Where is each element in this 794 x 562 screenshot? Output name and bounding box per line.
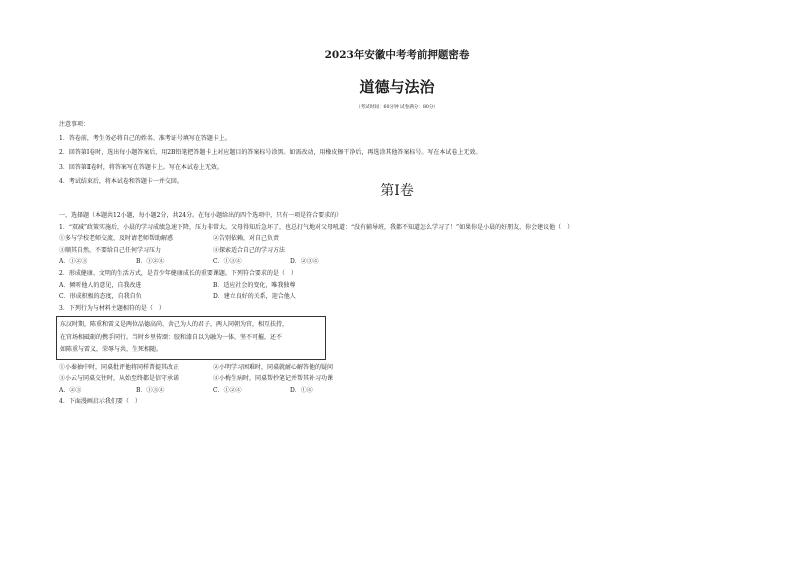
option-row [59, 245, 749, 257]
answer-option: C．形成积极的态度，自我自负 [59, 293, 142, 301]
note-item: 3．回答第Ⅱ卷时，将答案写在答题卡上。写在本试卷上无效。 [59, 163, 223, 171]
question-stem: 1．“双减”政策实施后，小晨的学习成绩急速下降，压力非常大。父母得知后急坏了，也总打气地对父母吼道：“没有辅导班，我都不知道怎么学习了！”如果你是小晨的好朋友，你会建议他（ ） [59, 223, 574, 231]
material-line: 东汉时期，陈重和雷义是两位品德高尚、舍己为人的君子，两人同朝为官，相互扶持， [60, 321, 289, 329]
answer-option: B．①③④ [136, 386, 165, 394]
questions-body [59, 210, 749, 408]
option-row [59, 233, 749, 245]
answer-option: A．②③ [59, 386, 82, 394]
statement-option: ③小云与同桌交往时，从始至终都是信守承诺 [59, 375, 180, 383]
option-row [59, 362, 749, 374]
statement-option: ②告别依赖，对自己负责 [213, 235, 280, 243]
subject-title: 道德与法治 [359, 78, 435, 96]
material-line: 如陈重与雷义，荣辱与共，生死相随。 [60, 346, 163, 354]
statement-option: ④探索适合自己的学习方法 [213, 246, 286, 254]
exam-info: （考试时间：60分钟 试卷满分：80分） [355, 105, 439, 110]
answer-option: D．①④ [290, 386, 313, 394]
note-item: 4．考试结束后，将本试卷和答题卡一并交回。 [59, 177, 183, 185]
answer-option: A．①②③ [59, 258, 88, 266]
question-stem: 4．下面漫画启示我们要（ ） [59, 398, 141, 406]
statement-option: ③顺其自然，不要给自己任何学习压力 [59, 246, 162, 254]
answer-option: C．①③④ [213, 258, 242, 266]
notes-section [59, 118, 739, 189]
statement-option: ④小梅生病时，同桌帮抄笔记并帮其补习功课 [213, 375, 334, 383]
answer-option: A．倾听他人的意见，自我改进 [59, 281, 142, 289]
answer-option: B．适应社会的变化，唯我独尊 [213, 281, 296, 289]
statement-option: ①小秦抽中时，同桌批评他将同样普提其改正 [59, 363, 180, 371]
exam-title: 2023年安徽中考考前押题密卷 [324, 49, 470, 61]
answer-option: D．②③④ [290, 258, 319, 266]
answer-option: B．①②④ [136, 258, 165, 266]
note-item: 1．答卷前，考生务必将自己的姓名、准考证号填写在答题卡上。 [59, 135, 231, 143]
answer-row [59, 385, 749, 397]
material-line: 在官场相砥砺的携手同行。当时乡里传颂：胶和漆自以为融为一体，坚不可摧，还不 [60, 333, 283, 341]
answer-option: D．建立良好的关系，迎合他人 [213, 293, 296, 301]
option-row [59, 373, 749, 385]
question-stem: 2．形成健康、文明的生活方式，是青少年健康成长的重要课题。下列符合要求的是（ ） [59, 269, 297, 277]
statement-option: ①多与学校老师交流，及时请老师帮助解惑 [59, 235, 174, 243]
option-row [59, 280, 749, 292]
option-row [59, 291, 749, 303]
section-heading: 一、选择题（本题共12小题，每小题2分，共24分。在每小题给出的四个选项中，只有一项是符合要求的） [59, 212, 343, 219]
notes-heading: 注意事项： [59, 121, 90, 128]
part-title: 第Ⅰ卷 [380, 183, 414, 199]
material-box [56, 316, 326, 359]
answer-option: C．①②④ [213, 386, 242, 394]
answer-row [59, 256, 749, 268]
note-item: 2．回答第Ⅰ卷时，选出每小题答案后，用2B铅笔把答题卡上对应题目的答案标号涂黑。如需改动，用橡皮擦干净后，再选涂其他答案标号。写在本试卷上无效。 [59, 149, 482, 157]
statement-option: ②小明学习困难时，同桌就耐心解答他的疑问 [213, 363, 334, 371]
question-stem: 3．下列行为与材料主题相符的是（ ） [59, 304, 165, 312]
